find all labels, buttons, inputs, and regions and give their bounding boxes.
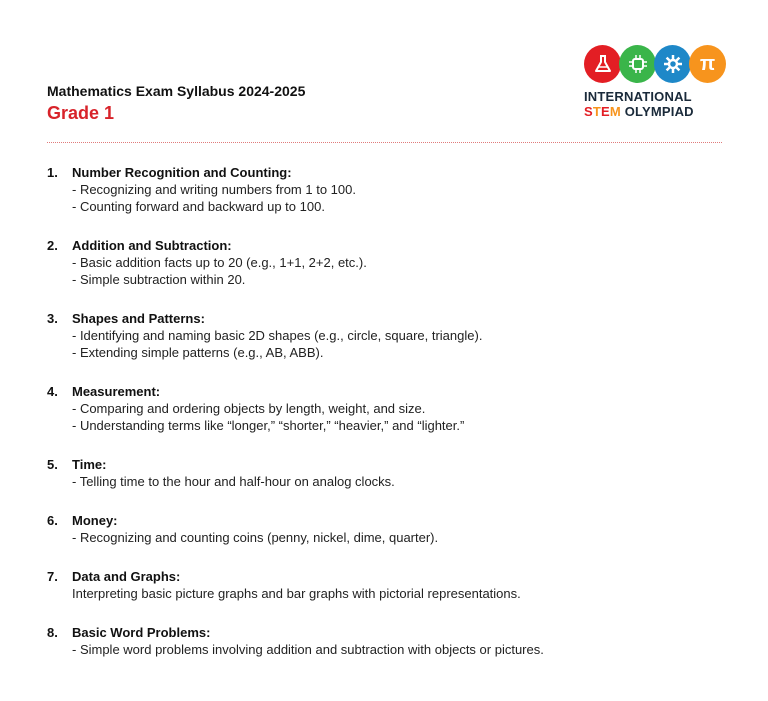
logo-text-line1: INTERNATIONAL: [584, 89, 692, 104]
item-line: - Extending simple patterns (e.g., AB, ABB).: [72, 345, 324, 360]
item-line: - Simple word problems involving addition and subtraction with objects or pictures.: [72, 642, 544, 657]
syllabus-item: [47, 568, 727, 602]
item-number: 6.: [47, 513, 58, 528]
item-line: - Telling time to the hour and half-hour on analog clocks.: [72, 474, 395, 489]
item-heading: Basic Word Problems:: [72, 625, 211, 640]
item-number: 7.: [47, 569, 58, 584]
item-line: - Simple subtraction within 20.: [72, 272, 246, 287]
olympiad-logo: [584, 45, 724, 119]
item-number: 3.: [47, 311, 58, 326]
item-number: 8.: [47, 625, 58, 640]
item-body: [72, 456, 395, 490]
syllabus-item: [47, 624, 727, 658]
item-number: 2.: [47, 238, 58, 253]
item-body: [72, 624, 544, 658]
item-heading: Measurement:: [72, 384, 161, 399]
flask-icon: [584, 45, 621, 83]
chip-icon: [619, 45, 656, 83]
item-line: - Identifying and naming basic 2D shapes (e.g., circle, square, triangle).: [72, 328, 483, 343]
item-heading: Shapes and Patterns:: [72, 311, 205, 326]
item-number: 1.: [47, 165, 58, 180]
grade-label: Grade 1: [47, 103, 115, 123]
syllabus-item: [47, 237, 727, 288]
item-line: - Recognizing and writing numbers from 1 to 100.: [72, 182, 356, 197]
page-title: Mathematics Exam Syllabus 2024-2025: [47, 83, 306, 99]
syllabus-item: [47, 310, 727, 361]
item-line: Interpreting basic picture graphs and bar graphs with pictorial representations.: [72, 586, 521, 601]
item-heading: Addition and Subtraction:: [72, 238, 232, 253]
item-body: [72, 512, 438, 546]
item-line: - Recognizing and counting coins (penny, nickel, dime, quarter).: [72, 530, 439, 545]
header: [47, 83, 305, 124]
item-line: - Basic addition facts up to 20 (e.g., 1+1, 2+2, etc.).: [72, 255, 367, 270]
syllabus-item: [47, 456, 727, 490]
logo-text-line2: STEM OLYMPIAD: [584, 104, 694, 119]
syllabus-list: [47, 164, 727, 680]
syllabus-item: [47, 512, 727, 546]
item-heading: Data and Graphs:: [72, 569, 181, 584]
item-body: [72, 568, 521, 602]
item-body: [72, 164, 356, 215]
item-body: [72, 310, 482, 361]
item-heading: Time:: [72, 457, 107, 472]
item-number: 4.: [47, 384, 58, 399]
syllabus-item: [47, 164, 727, 215]
divider: [47, 142, 722, 143]
syllabus-item: [47, 383, 727, 434]
item-line: - Counting forward and backward up to 100.: [72, 199, 325, 214]
item-line: - Comparing and ordering objects by length, weight, and size.: [72, 401, 426, 416]
item-line: - Understanding terms like “longer,” “shorter,” “heavier,” and “lighter.”: [72, 418, 465, 433]
item-heading: Number Recognition and Counting:: [72, 165, 292, 180]
item-number: 5.: [47, 457, 58, 472]
item-heading: Money:: [72, 513, 118, 528]
gear-icon: [654, 45, 691, 83]
logo-circles: [584, 45, 724, 83]
pi-icon: π: [689, 45, 726, 83]
item-body: [72, 383, 464, 434]
item-body: [72, 237, 367, 288]
